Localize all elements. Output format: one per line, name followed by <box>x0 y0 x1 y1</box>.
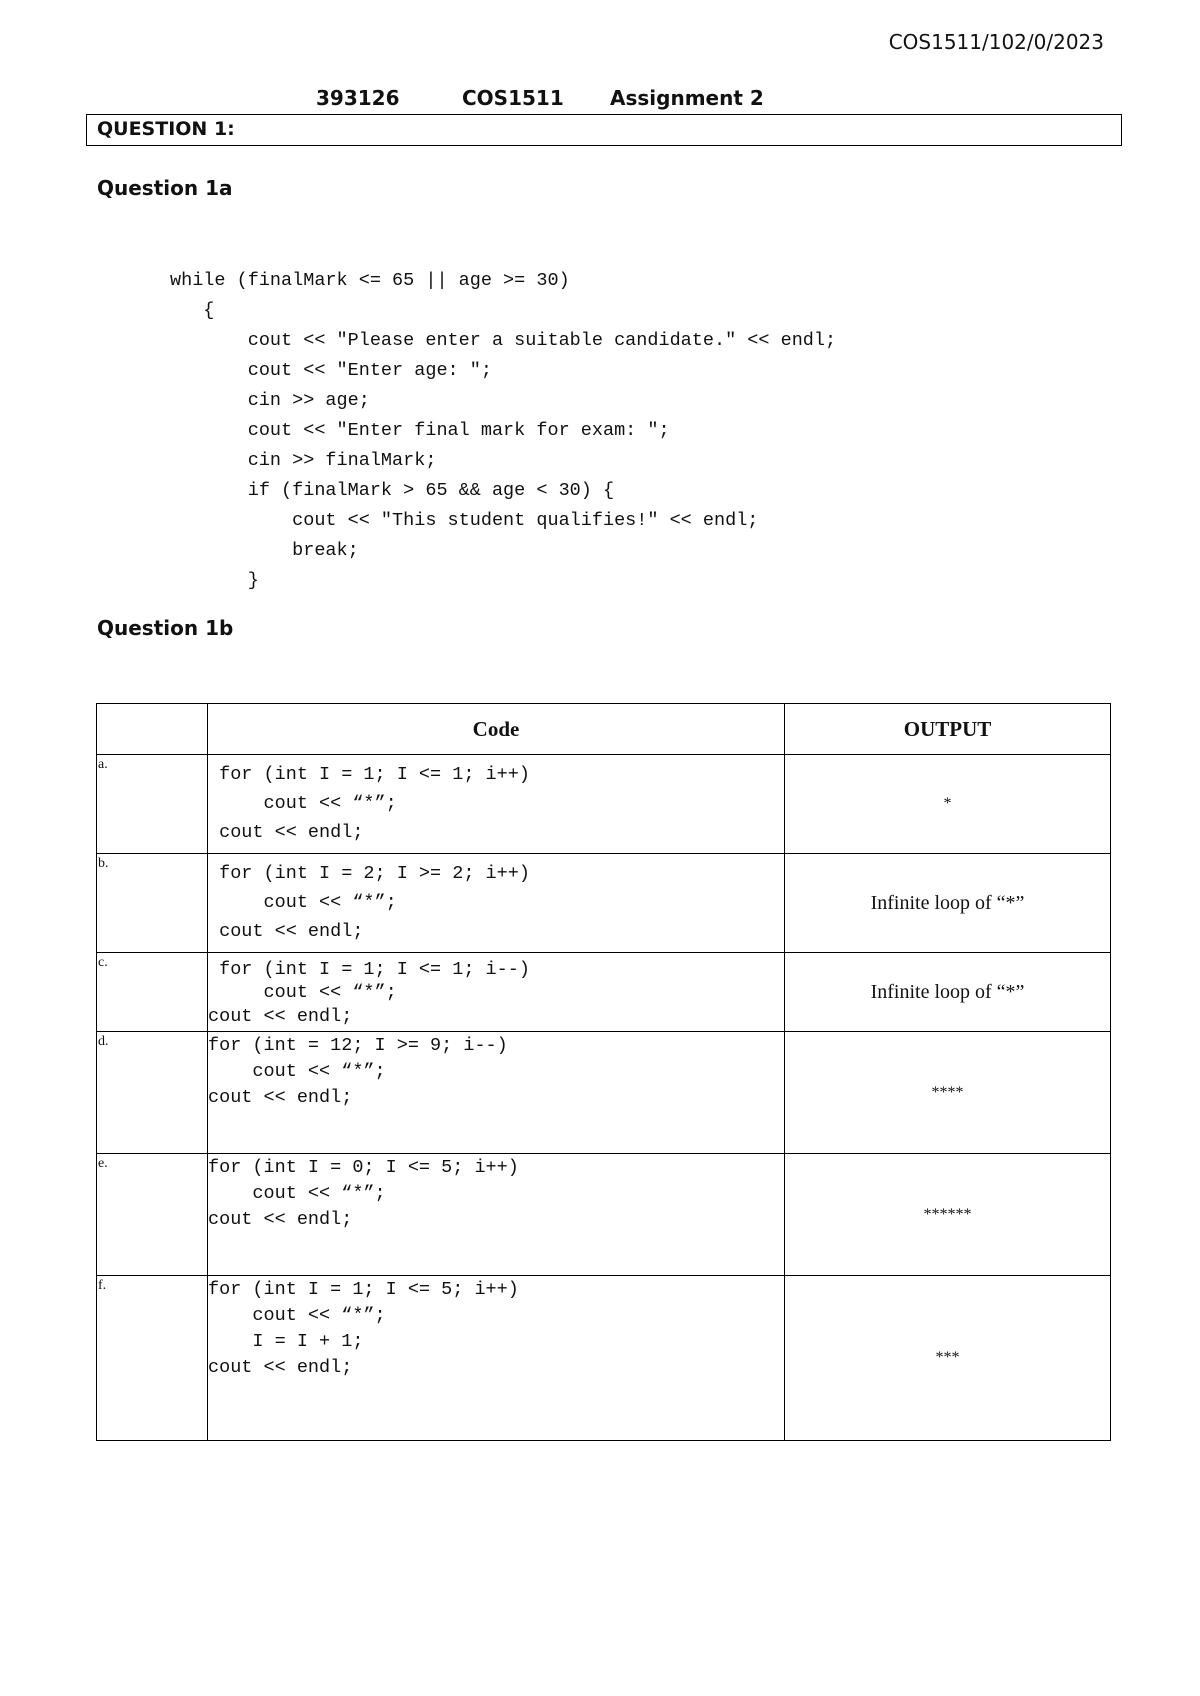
code-line: cout << endl; <box>208 921 364 942</box>
code-line: for (int = 12; I >= 9; i--) <box>208 1035 508 1056</box>
code-line: cout << endl; <box>208 1357 353 1378</box>
code-line: for (int I = 1; I <= 5; i++) <box>208 1279 519 1300</box>
question-1b-table <box>96 703 1111 1441</box>
code-line: for (int I = 1; I <= 1; i++) <box>208 764 530 785</box>
row-output: *** <box>785 1276 1111 1441</box>
code-line: for (int I = 0; I <= 5; i++) <box>208 1157 519 1178</box>
document-reference: COS1511/102/0/2023 <box>888 30 1104 54</box>
row-code <box>208 1032 785 1154</box>
table-row <box>97 1276 1111 1441</box>
row-code <box>208 1276 785 1441</box>
row-output: **** <box>785 1032 1111 1154</box>
header-label <box>97 704 208 755</box>
code-line: if (finalMark > 65 && age < 30) { <box>170 480 615 501</box>
row-code <box>208 953 785 1032</box>
table-header-row <box>97 704 1111 755</box>
table-row <box>97 755 1111 854</box>
code-line: cout << "Enter age: "; <box>170 360 492 381</box>
row-label: b. <box>98 856 109 871</box>
row-output: Infinite loop of “*” <box>785 953 1111 1032</box>
code-line: cout << “*”; <box>208 793 397 814</box>
row-code <box>208 755 785 854</box>
code-line: cout << “*”; <box>208 982 397 1003</box>
row-label: d. <box>98 1034 109 1049</box>
row-code <box>208 854 785 953</box>
code-line: cout << "Enter final mark for exam: "; <box>170 420 670 441</box>
code-line: cout << “*”; <box>208 1061 386 1082</box>
code-line: cout << “*”; <box>208 1305 386 1326</box>
code-line: { <box>170 300 215 321</box>
module-code: COS1511 <box>462 86 564 110</box>
code-line: cout << "This student qualifies!" << endl; <box>170 510 759 531</box>
code-line: cout << "Please enter a suitable candidate." << endl; <box>170 330 837 351</box>
table-row <box>97 854 1111 953</box>
question-1-box: QUESTION 1: <box>86 114 1122 146</box>
table-row <box>97 953 1111 1032</box>
question-1b-title: Question 1b <box>97 616 234 640</box>
code-line: for (int I = 2; I >= 2; i++) <box>208 863 530 884</box>
code-line: cout << endl; <box>208 1087 353 1108</box>
row-label: f. <box>98 1278 107 1293</box>
code-line: for (int I = 1; I <= 1; i--) <box>208 959 530 980</box>
assignment-title: Assignment 2 <box>610 86 764 110</box>
row-code <box>208 1154 785 1276</box>
code-line: while (finalMark <= 65 || age >= 30) <box>170 270 570 291</box>
table-row <box>97 1032 1111 1154</box>
row-output: Infinite loop of “*” <box>785 854 1111 953</box>
code-line: cin >> age; <box>170 390 370 411</box>
assignment-heading <box>0 86 1200 116</box>
code-line: } <box>170 570 259 591</box>
question-1a-title: Question 1a <box>97 176 233 200</box>
header-output: OUTPUT <box>785 704 1111 755</box>
code-line: I = I + 1; <box>208 1331 364 1352</box>
row-label: a. <box>98 757 108 772</box>
code-line: cout << “*”; <box>208 892 397 913</box>
row-output: * <box>785 755 1111 854</box>
row-output: ****** <box>785 1154 1111 1276</box>
header-code: Code <box>208 704 785 755</box>
code-line: break; <box>170 540 359 561</box>
code-line: cin >> finalMark; <box>170 450 437 471</box>
student-number: 393126 <box>316 86 400 110</box>
code-line: cout << endl; <box>208 1209 353 1230</box>
code-line: cout << “*”; <box>208 1183 386 1204</box>
row-label: c. <box>98 955 108 970</box>
row-label: e. <box>98 1156 108 1171</box>
table-row <box>97 1154 1111 1276</box>
code-line: cout << endl; <box>208 1006 353 1027</box>
code-line: cout << endl; <box>208 822 364 843</box>
question-1a-code <box>170 236 836 626</box>
